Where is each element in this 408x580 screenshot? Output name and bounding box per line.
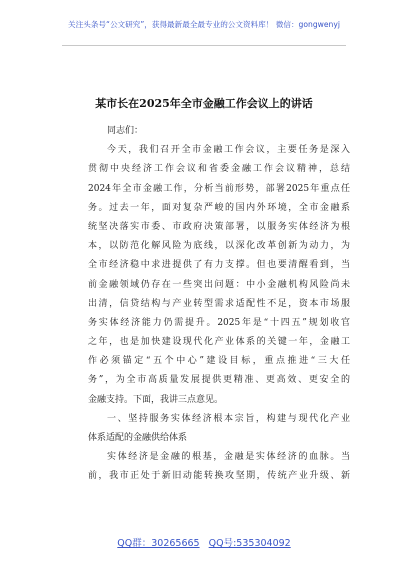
paragraph-line: 本，以防范化解风险为底线，以深化改革创新为动力，为 xyxy=(88,241,350,252)
paragraph-line: 实体经济是金融的根基，金融是实体经济的血脉。当 xyxy=(107,452,350,463)
paragraph-line: 前，我市正处于新旧动能转换攻坚期，传统产业升级、新 xyxy=(88,471,350,482)
footer-qq-group[interactable]: QQ群：30265665 xyxy=(117,538,200,549)
paragraph-line: 出清，信贷结构与产业转型需求适配性不足，资本市场服 xyxy=(88,298,350,309)
paragraph-line: 统坚决落实市委、市政府决策部署，以服务实体经济为根 xyxy=(88,221,350,232)
document-title: 某市长在2025年全市金融工作会议上的讲话 xyxy=(95,97,313,110)
paragraph-line: 全市经济稳中求进提供了有力支撑。但也要清醒看到，当 xyxy=(88,260,350,271)
paragraph-line: 贯彻中央经济工作会议和省委金融工作会议精神，总结 xyxy=(88,164,350,175)
header-divider xyxy=(62,45,346,46)
paragraph-line: 金融支持。下面，我讲三点意见。 xyxy=(88,394,224,405)
paragraph-line: 作必须锚定“五个中心”建设目标，重点推进“三大任 xyxy=(88,356,350,367)
section-heading-line: 一、坚持服务实体经济根本宗旨，构建与现代化产业 xyxy=(107,413,350,424)
section-heading-line: 体系适配的金融供给体系 xyxy=(88,433,188,443)
salutation-line: 同志们： xyxy=(107,126,144,136)
footer-qq-number[interactable]: QQ号:535304092 xyxy=(208,538,291,549)
paragraph-line: 今天，我们召开全市金融工作会议，主要任务是深入 xyxy=(107,145,350,156)
paragraph-line: 务”，为全市高质量发展提供更精准、更高效、更安全的 xyxy=(88,375,350,386)
document-body xyxy=(88,122,350,487)
paragraph-line: 之年，也是加快建设现代化产业体系的关键一年，金融工 xyxy=(88,337,350,348)
paragraph-line: 2024年全市金融工作，分析当前形势，部署2025年重点任 xyxy=(88,183,350,194)
paragraph-line: 前金融领域仍存在一些突出问题：中小金融机构风险尚未 xyxy=(88,279,350,290)
footer-contact xyxy=(0,535,408,549)
paragraph-line: 务。过去一年，面对复杂严峻的国内外环境，全市金融系 xyxy=(88,202,350,213)
paragraph-line: 务实体经济能力仍需提升。2025年是“十四五”规划收官 xyxy=(88,317,350,328)
header-banner: 关注头条号“公文研究”，获得最新最全最专业的公文资料库！ 微信：gongwenyj xyxy=(68,20,340,29)
